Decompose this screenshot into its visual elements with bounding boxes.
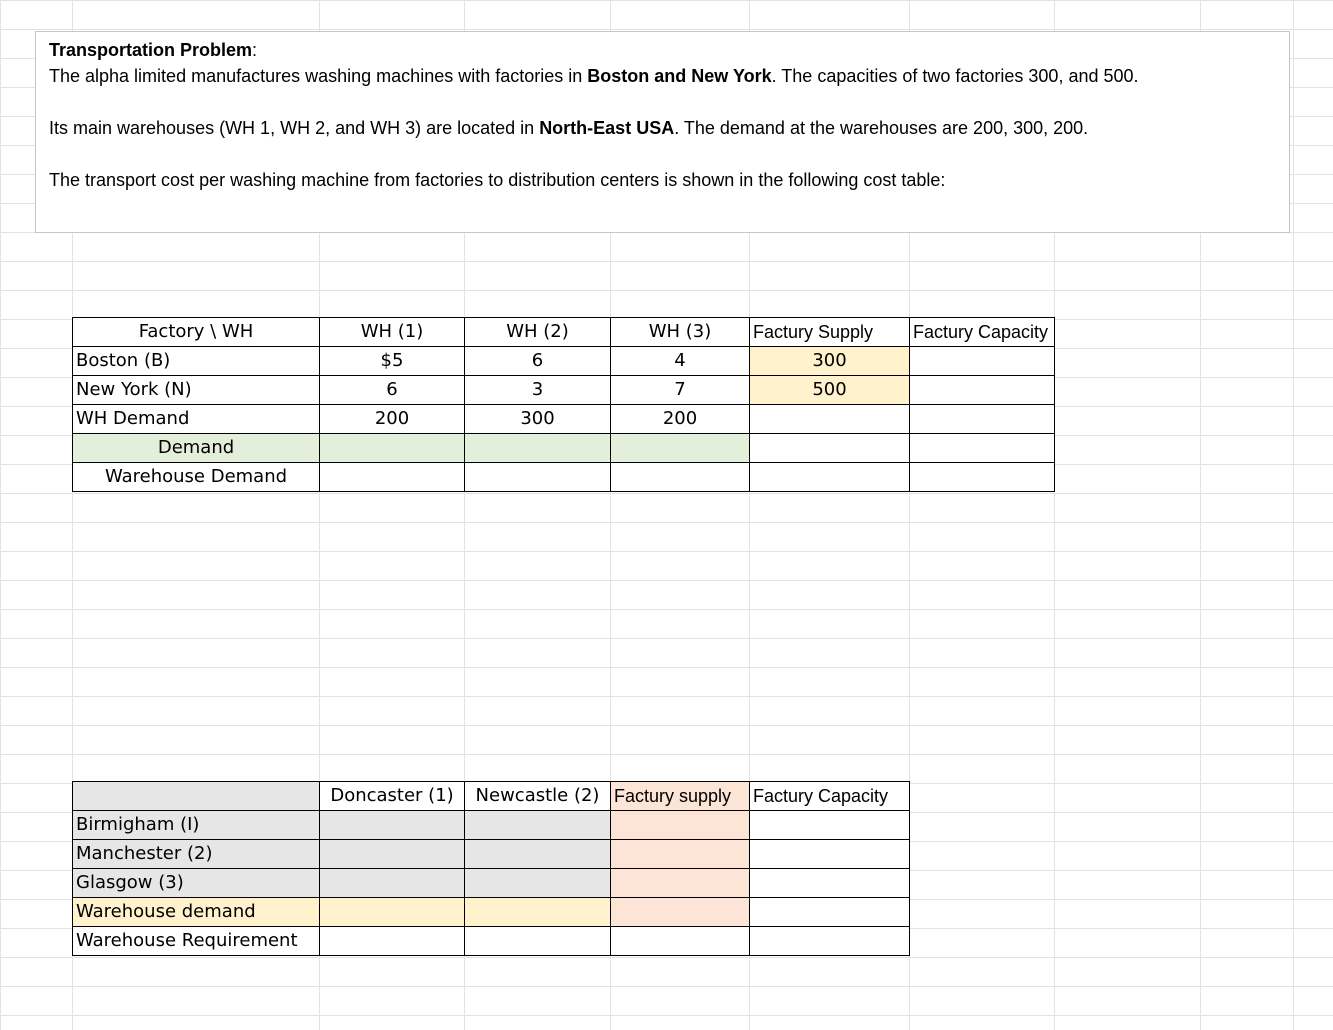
cell-header-factory-capacity[interactable]: Factury Capacity bbox=[750, 782, 910, 811]
table-row bbox=[73, 463, 1055, 492]
cell-glasgow-newcastle[interactable] bbox=[465, 869, 611, 898]
table-row bbox=[73, 840, 910, 869]
cost-table-header-row bbox=[73, 318, 1055, 347]
cell-boston-label[interactable]: Boston (B) bbox=[73, 347, 320, 376]
cell-newyork-supply[interactable]: 500 bbox=[750, 376, 910, 405]
cell-wh-demand-wh3[interactable]: 200 bbox=[611, 405, 750, 434]
cell-demand-capacity[interactable] bbox=[910, 434, 1055, 463]
cell-warehouse-demand-capacity[interactable] bbox=[910, 463, 1055, 492]
cell-warehouse-demand-supply[interactable] bbox=[750, 463, 910, 492]
cell-birmingham-capacity[interactable] bbox=[750, 811, 910, 840]
cell-header-factory-supply[interactable]: Factury supply bbox=[611, 782, 750, 811]
cell-wh-demand-capacity[interactable] bbox=[910, 405, 1055, 434]
cell-birmingham-doncaster[interactable] bbox=[320, 811, 465, 840]
cell-warehouse-demand-label[interactable]: Warehouse Demand bbox=[73, 463, 320, 492]
line1-post: . The capacities of two factories 300, and 500. bbox=[771, 66, 1139, 86]
cell-wh-demand-wh2[interactable]: 300 bbox=[465, 405, 611, 434]
cell-warehouse-demand-newcastle[interactable] bbox=[465, 898, 611, 927]
cell-boston-supply[interactable]: 300 bbox=[750, 347, 910, 376]
cell-birmingham-supply[interactable] bbox=[611, 811, 750, 840]
cell-warehouse-demand-wh2[interactable] bbox=[465, 463, 611, 492]
cell-warehouse-requirement-newcastle[interactable] bbox=[465, 927, 611, 956]
cell-newyork-wh3[interactable]: 7 bbox=[611, 376, 750, 405]
cell-demand-supply[interactable] bbox=[750, 434, 910, 463]
cell-header-corner[interactable] bbox=[73, 782, 320, 811]
cell-wh-demand-supply[interactable] bbox=[750, 405, 910, 434]
cell-glasgow-supply[interactable] bbox=[611, 869, 750, 898]
cell-warehouse-requirement-supply[interactable] bbox=[611, 927, 750, 956]
cell-header-factory-supply[interactable]: Factury Supply bbox=[750, 318, 910, 347]
cell-wh-demand-label[interactable]: WH Demand bbox=[73, 405, 320, 434]
title-colon: : bbox=[252, 40, 258, 60]
cell-warehouse-demand-supply[interactable] bbox=[611, 898, 750, 927]
cost-table bbox=[72, 317, 1055, 492]
cell-newyork-capacity[interactable] bbox=[910, 376, 1055, 405]
line2-pre: Its main warehouses (WH 1, WH 2, and WH 3) are located in bbox=[49, 118, 540, 138]
problem-line-cost: The transport cost per washing machine from factories to distribution centers is shown in the following cost table: bbox=[49, 170, 946, 190]
cell-header-factory-capacity[interactable]: Factury Capacity bbox=[910, 318, 1055, 347]
cell-boston-capacity[interactable] bbox=[910, 347, 1055, 376]
cell-warehouse-demand-wh1[interactable] bbox=[320, 463, 465, 492]
cell-warehouse-requirement-doncaster[interactable] bbox=[320, 927, 465, 956]
cell-newyork-wh1[interactable]: 6 bbox=[320, 376, 465, 405]
table-row bbox=[73, 927, 910, 956]
table-row bbox=[73, 811, 910, 840]
cell-glasgow-capacity[interactable] bbox=[750, 869, 910, 898]
cell-warehouse-demand-doncaster[interactable] bbox=[320, 898, 465, 927]
table-row bbox=[73, 898, 910, 927]
cell-newyork-wh2[interactable]: 3 bbox=[465, 376, 611, 405]
cell-header-newcastle[interactable]: Newcastle (2) bbox=[465, 782, 611, 811]
problem-title: Transportation Problem bbox=[49, 40, 253, 60]
problem-line-factories bbox=[49, 66, 1139, 87]
cell-manchester-label[interactable]: Manchester (2) bbox=[73, 840, 320, 869]
table-row bbox=[73, 347, 1055, 376]
table-row bbox=[73, 434, 1055, 463]
cell-header-factory-wh[interactable]: Factory \ WH bbox=[73, 318, 320, 347]
uk-table-header-row bbox=[73, 782, 910, 811]
cell-boston-wh2[interactable]: 6 bbox=[465, 347, 611, 376]
cell-glasgow-label[interactable]: Glasgow (3) bbox=[73, 869, 320, 898]
problem-textbox[interactable] bbox=[35, 31, 1290, 233]
problem-title-line bbox=[49, 40, 257, 61]
table-row bbox=[73, 869, 910, 898]
problem-line-warehouses bbox=[49, 118, 1088, 139]
cell-warehouse-demand-label[interactable]: Warehouse demand bbox=[73, 898, 320, 927]
cell-boston-wh3[interactable]: 4 bbox=[611, 347, 750, 376]
cell-newyork-label[interactable]: New York (N) bbox=[73, 376, 320, 405]
cell-demand-wh1[interactable] bbox=[320, 434, 465, 463]
line1-pre: The alpha limited manufactures washing machines with factories in bbox=[49, 66, 588, 86]
cell-glasgow-doncaster[interactable] bbox=[320, 869, 465, 898]
cell-manchester-doncaster[interactable] bbox=[320, 840, 465, 869]
line2-bold: North-East USA bbox=[539, 118, 675, 138]
cell-demand-wh3[interactable] bbox=[611, 434, 750, 463]
cell-manchester-supply[interactable] bbox=[611, 840, 750, 869]
cell-birmingham-label[interactable]: Birmigham (I) bbox=[73, 811, 320, 840]
cell-manchester-capacity[interactable] bbox=[750, 840, 910, 869]
table-row bbox=[73, 405, 1055, 434]
cell-warehouse-demand-capacity[interactable] bbox=[750, 898, 910, 927]
gridline bbox=[1293, 0, 1294, 1030]
cell-header-wh1[interactable]: WH (1) bbox=[320, 318, 465, 347]
cell-header-wh3[interactable]: WH (3) bbox=[611, 318, 750, 347]
cell-birmingham-newcastle[interactable] bbox=[465, 811, 611, 840]
cell-manchester-newcastle[interactable] bbox=[465, 840, 611, 869]
cell-wh-demand-wh1[interactable]: 200 bbox=[320, 405, 465, 434]
cell-header-wh2[interactable]: WH (2) bbox=[465, 318, 611, 347]
cell-demand-wh2[interactable] bbox=[465, 434, 611, 463]
cell-demand-label[interactable]: Demand bbox=[73, 434, 320, 463]
line2-post: . The demand at the warehouses are 200, 300, 200. bbox=[674, 118, 1089, 138]
cell-header-doncaster[interactable]: Doncaster (1) bbox=[320, 782, 465, 811]
line1-bold: Boston and New York bbox=[587, 66, 772, 86]
cell-warehouse-requirement-label[interactable]: Warehouse Requirement bbox=[73, 927, 320, 956]
cell-boston-wh1[interactable]: $5 bbox=[320, 347, 465, 376]
table-row bbox=[73, 376, 1055, 405]
uk-transport-table bbox=[72, 781, 910, 956]
cell-warehouse-requirement-capacity[interactable] bbox=[750, 927, 910, 956]
cell-warehouse-demand-wh3[interactable] bbox=[611, 463, 750, 492]
